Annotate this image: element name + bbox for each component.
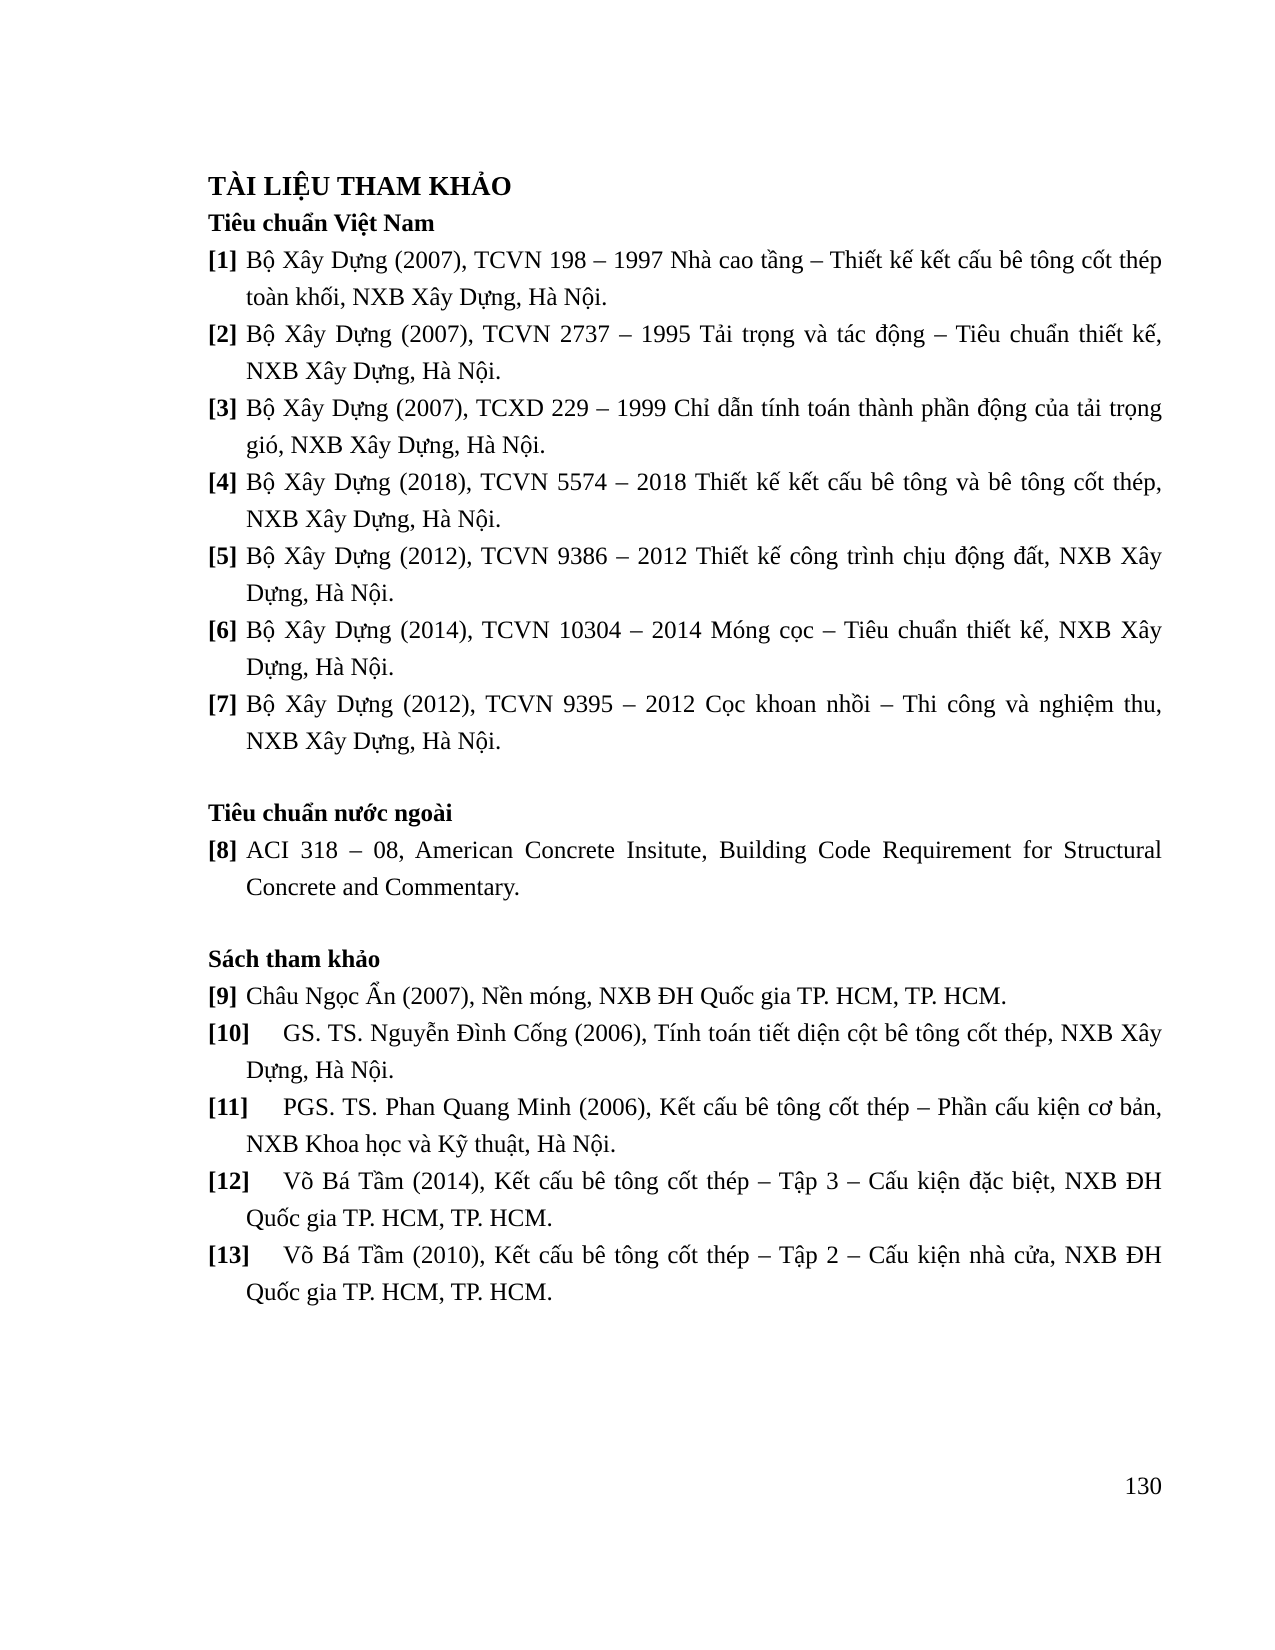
reference-text: Bộ Xây Dựng (2012), TCVN 9386 – 2012 Thiết kế công trình chịu động đất, NXB Xây Dựng, Hà Nội. [246, 543, 1162, 607]
reference-section [208, 205, 1162, 760]
reference-marker: [7] [208, 691, 238, 718]
reference-text: Bộ Xây Dựng (2007), TCXD 229 – 1999 Chỉ dẫn tính toán thành phần động của tải trọng gió, NXB Xây Dựng, Hà Nội. [246, 395, 1162, 459]
reference-text: Bộ Xây Dựng (2014), TCVN 10304 – 2014 Móng cọc – Tiêu chuẩn thiết kế, NXB Xây Dựng, Hà Nội. [246, 617, 1162, 681]
reference-item [208, 1237, 1162, 1311]
reference-text: Bộ Xây Dựng (2007), TCVN 198 – 1997 Nhà cao tầng – Thiết kế kết cấu bê tông cốt thép toàn khối, NXB Xây Dựng, Hà Nội. [246, 247, 1162, 311]
reference-item [208, 242, 1162, 316]
reference-text: Võ Bá Tầm (2010), Kết cấu bê tông cốt thép – Tập 2 – Cấu kiện nhà cửa, NXB ĐH Quốc gia TP. HCM, TP. HCM. [246, 1242, 1162, 1306]
reference-text: ACI 318 – 08, American Concrete Insitute, Building Code Requirement for Structural Concrete and Commentary. [246, 837, 1162, 901]
reference-item [208, 1163, 1162, 1237]
reference-item [208, 316, 1162, 390]
section-heading: Sách tham khảo [208, 946, 381, 973]
reference-item [208, 1089, 1162, 1163]
reference-marker: [11] [208, 1094, 249, 1121]
reference-text: Bộ Xây Dựng (2018), TCVN 5574 – 2018 Thiết kế kết cấu bê tông và bê tông cốt thép, NXB Xây Dựng, Hà Nội. [246, 469, 1162, 533]
reference-marker: [5] [208, 543, 238, 570]
page-title: TÀI LIỆU THAM KHẢO [208, 171, 512, 201]
reference-marker: [10] [208, 1020, 250, 1047]
section-heading: Tiêu chuẩn nước ngoài [208, 800, 453, 827]
document-content [208, 168, 1162, 1311]
reference-item [208, 1015, 1162, 1089]
reference-text: PGS. TS. Phan Quang Minh (2006), Kết cấu bê tông cốt thép – Phần cấu kiện cơ bản, NXB Khoa học và Kỹ thuật, Hà Nội. [246, 1094, 1162, 1158]
reference-text: Bộ Xây Dựng (2007), TCVN 2737 – 1995 Tải trọng và tác động – Tiêu chuẩn thiết kế, NXB Xây Dựng, Hà Nội. [246, 321, 1162, 385]
reference-item [208, 464, 1162, 538]
reference-item [208, 978, 1162, 1015]
reference-text: Bộ Xây Dựng (2012), TCVN 9395 – 2012 Cọc khoan nhồi – Thi công và nghiệm thu, NXB Xây Dựng, Hà Nội. [246, 691, 1162, 755]
reference-text: Võ Bá Tầm (2014), Kết cấu bê tông cốt thép – Tập 3 – Cấu kiện đặc biệt, NXB ĐH Quốc gia TP. HCM, TP. HCM. [246, 1168, 1162, 1232]
section-heading: Tiêu chuẩn Việt Nam [208, 210, 435, 237]
reference-marker: [2] [208, 321, 238, 348]
reference-item [208, 832, 1162, 906]
reference-text: Châu Ngọc Ẩn (2007), Nền móng, NXB ĐH Quốc gia TP. HCM, TP. HCM. [246, 983, 1007, 1010]
reference-marker: [4] [208, 469, 238, 496]
reference-marker: [13] [208, 1242, 250, 1269]
reference-marker: [6] [208, 617, 238, 644]
reference-text: GS. TS. Nguyễn Đình Cống (2006), Tính toán tiết diện cột bê tông cốt thép, NXB Xây Dựng, Hà Nội. [246, 1020, 1162, 1084]
reference-item [208, 538, 1162, 612]
reference-marker: [12] [208, 1168, 250, 1195]
page-number: 130 [1124, 1473, 1162, 1500]
reference-marker: [8] [208, 837, 238, 864]
reference-section [208, 941, 1162, 1311]
reference-item [208, 686, 1162, 760]
reference-item [208, 612, 1162, 686]
reference-marker: [9] [208, 983, 238, 1010]
reference-section [208, 795, 1162, 906]
reference-marker: [1] [208, 247, 238, 274]
reference-item [208, 390, 1162, 464]
reference-marker: [3] [208, 395, 238, 422]
